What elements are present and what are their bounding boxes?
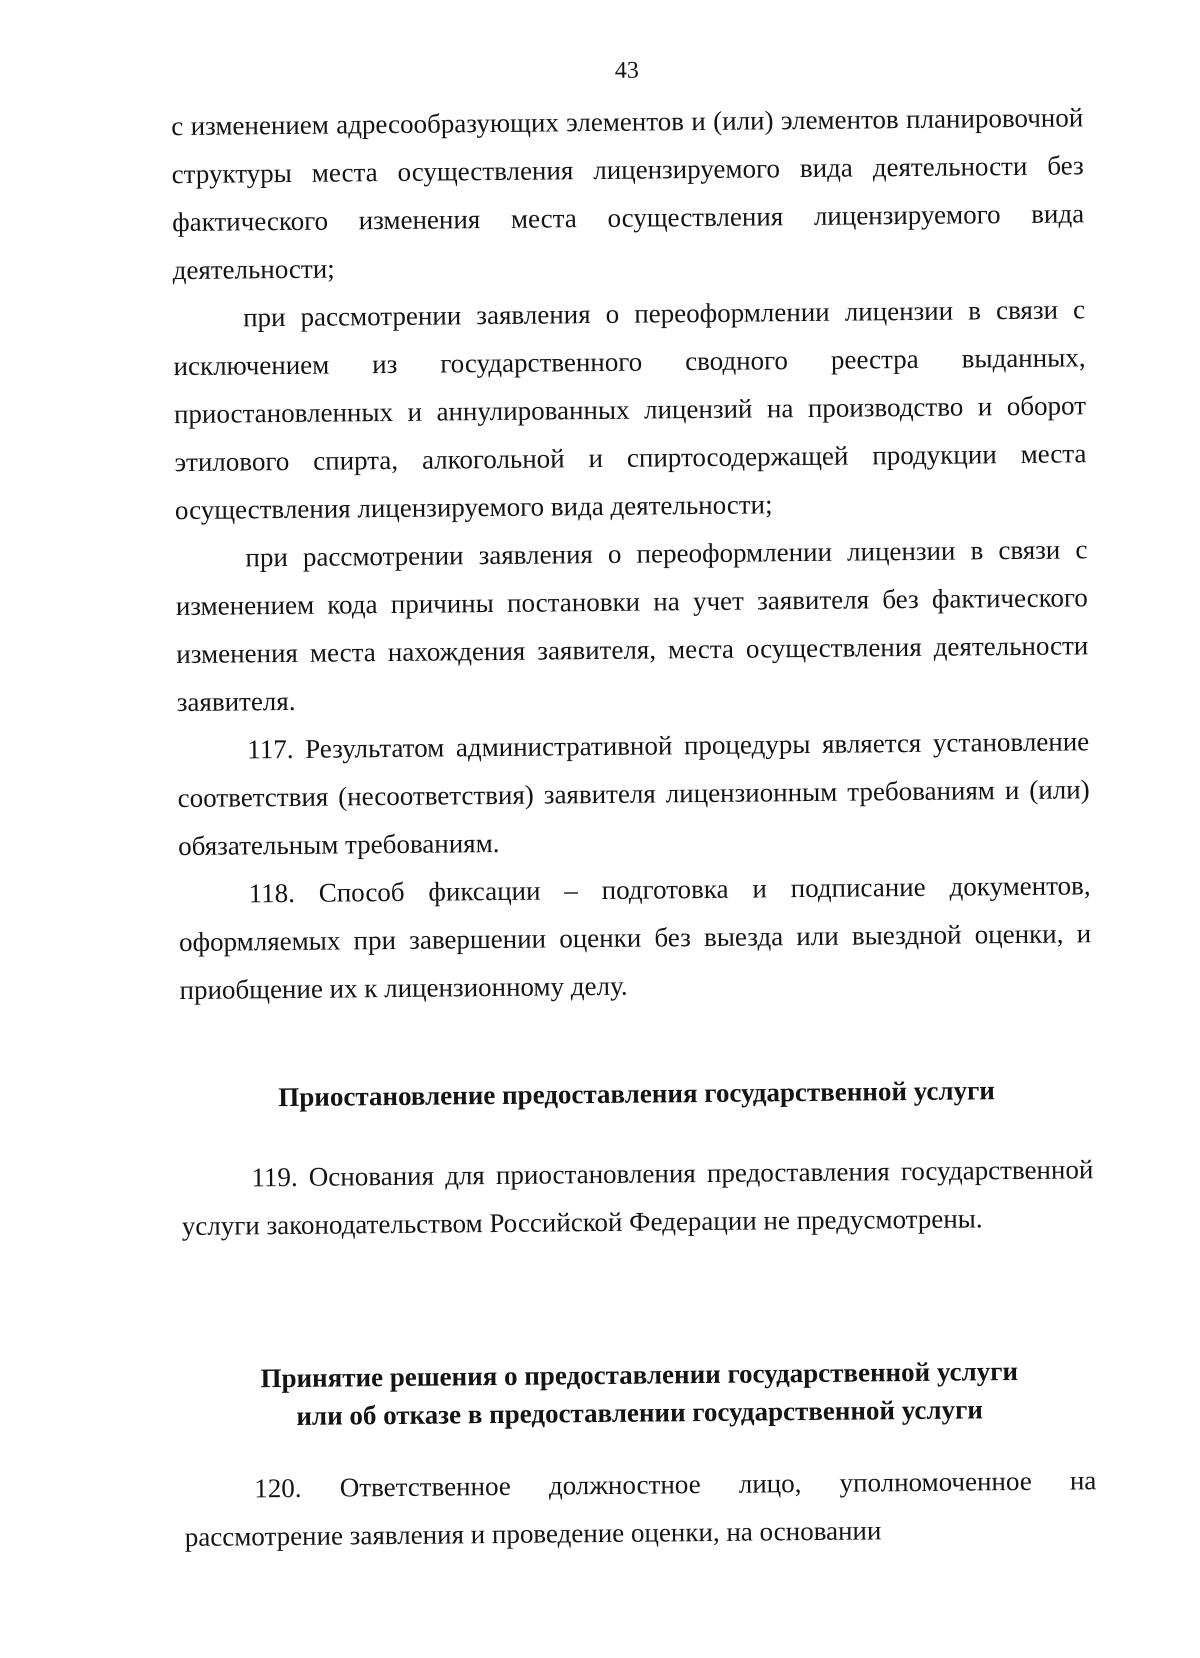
body-text-119 <box>181 1145 1094 1250</box>
paragraph-117: 117. Результатом административной процедуры является установление соответствия (несоответствия) заявителя лицензионным требованиям и (или) обязательным требованиям. <box>177 726 1090 862</box>
paragraph-kpp-change: при рассмотрении заявления о переоформлении лицензии в связи с изменением кода причины постановки на учет заявителя без фактического изменения места нахождения заявителя, места осуществления деятельности заявителя. <box>175 534 1089 718</box>
paragraph-registry-exclusion: при рассмотрении заявления о переоформлении лицензии в связи с исключением из государственного сводного реестра выданных, приостановленных и аннулированных лицензий на производство и оборот этилового спирта, алкогольной и спиртосодержащей продукции места осуществления лицензируемого вида деятельности; <box>173 294 1087 526</box>
paragraph-119: 119. Основания для приостановления предоставления государственной услуги законодательством Российской Федерации не предусмотрены. <box>181 1154 1094 1242</box>
body-text-120 <box>184 1456 1097 1561</box>
section-heading-suspension: Приостановление предоставления государственной услуги <box>278 1075 995 1113</box>
section-heading-decision-line1: Принятие решения о предоставлении государственной услуги <box>260 1356 1019 1394</box>
section-heading-decision-line2: или об отказе в предоставлении государственной услуги <box>296 1394 983 1431</box>
paragraph-120: 120. Ответственное должностное лицо, уполномоченное на рассмотрение заявления и проведение оценки, на основании <box>184 1465 1097 1553</box>
section-heading-decision <box>183 1351 1096 1436</box>
paragraph-118: 118. Способ фиксации – подготовка и подписание документов, оформляемых при завершении оценки без выезда или выездной оценки, и приобщение их к лицензионному делу. <box>178 870 1092 1006</box>
paragraph-address-elements: с изменением адресообразующих элементов и (или) элементов планировочной структуры места осуществления лицензируемого вида деятельности без фактического изменения места осуществления лицензируемого вида деятельности; <box>171 102 1085 286</box>
body-text-top <box>171 93 1092 1014</box>
page-number: 43 <box>614 57 639 84</box>
